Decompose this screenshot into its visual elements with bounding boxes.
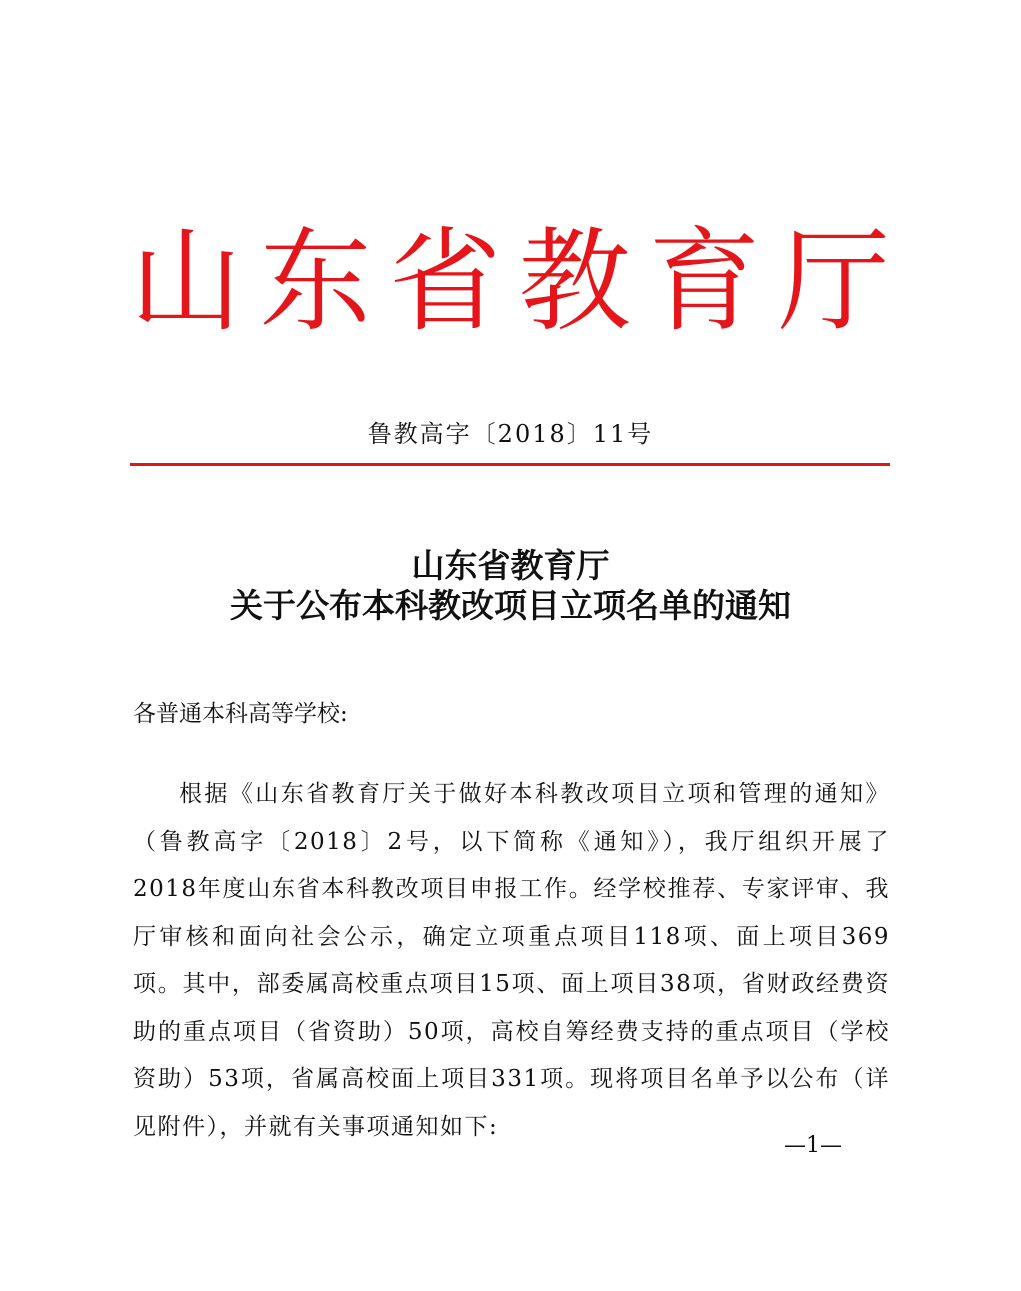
issuer-char: 省 [389,217,502,347]
issuer-char: 东 [259,217,372,347]
red-divider-line [130,463,890,466]
title-line-2: 关于公布本科教改项目立项名单的通知 [230,586,791,626]
document-number: 鲁教高字〔2018〕11号 [367,420,654,448]
issuer-char: 育 [648,217,761,347]
salutation: 各普通本科高等学校: [133,701,348,727]
issuer-title [130,212,890,352]
issuer-char: 教 [518,217,631,347]
title-line-1: 山东省教育厅 [411,546,610,585]
page-number: —1— [784,1133,842,1158]
document-title [0,546,1021,627]
body-paragraph: 根据《山东省教育厅关于做好本科教改项目立项和管理的通知》（鲁教高字〔2018〕2号，以下简称《通知》），我厅组织开展了2018年度山东省本科教改项目申报工作。经学校推荐、专家评审、我厅审核和面向社会公示，确定立项重点项目118项、面上项目369项。其中，部委属高校重点项目15项、面上项目38项，省财政经费资助的重点项目（省资助）50项，高校自筹经费支持的重点项目（学校资助）53项，省属高校面上项目331项。现将项目名单予以公布（详见附件），并就有关事项通知如下: [133,781,890,1140]
issuer-char: 厅 [777,217,890,347]
issuer-char: 山 [130,217,242,347]
